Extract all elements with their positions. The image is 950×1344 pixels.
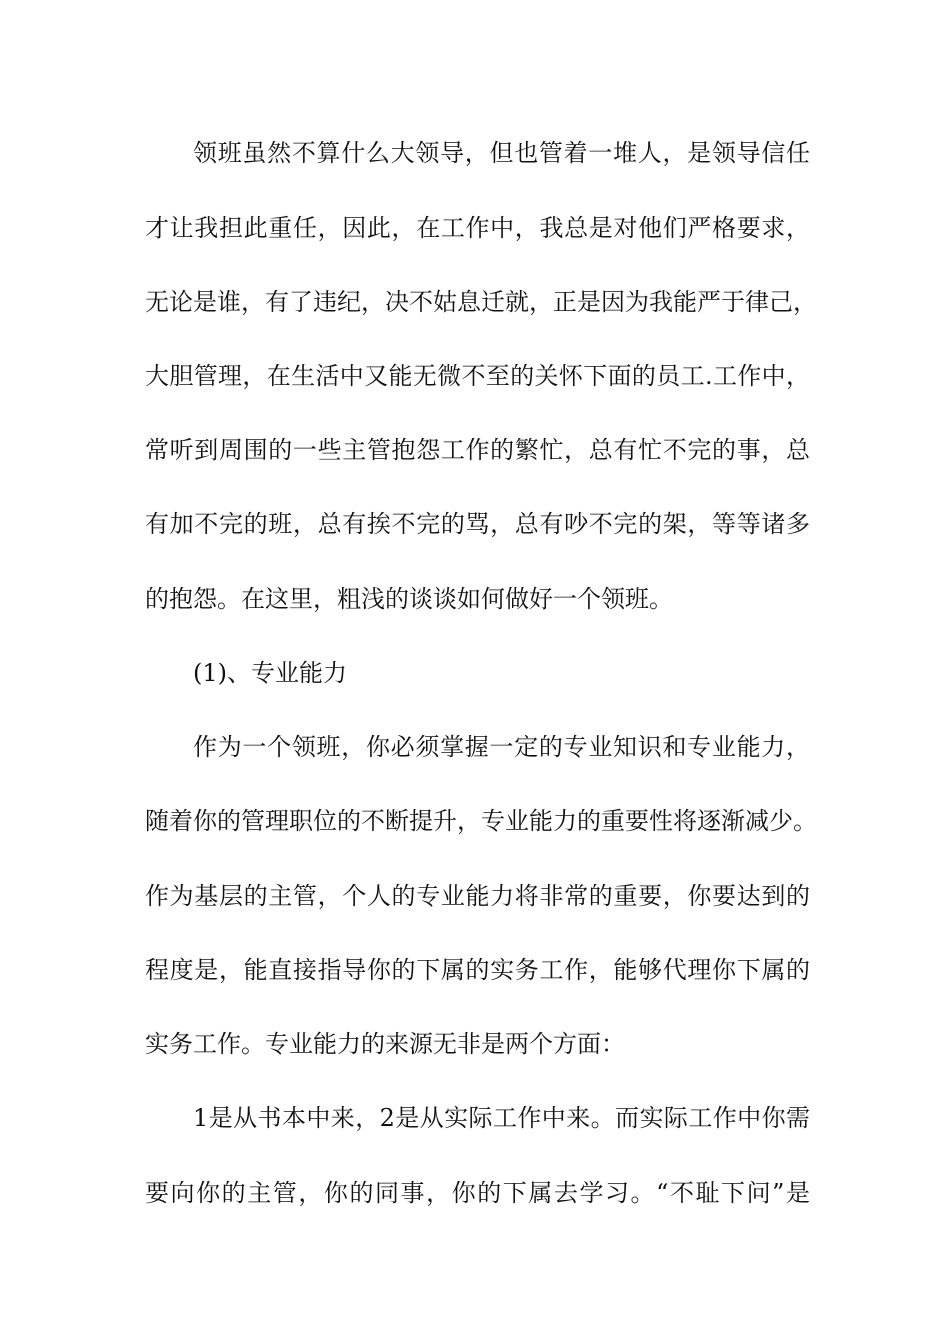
paragraph-line: 无论是谁，有了违纪，决不姑息迁就，正是因为我能严于律己， (145, 288, 817, 316)
paragraph-line: 随着你的管理职位的不断提升，专业能力的重要性将逐渐减少。 (145, 807, 817, 835)
paragraph-line: 作为基层的主管，个人的专业能力将非常的重要，你要达到的 (145, 882, 810, 910)
paragraph-line: 作为一个领班，你必须掌握一定的专业知识和专业能力， (193, 733, 810, 761)
paragraph-line: 常听到周围的一些主管抱怨工作的繁忙，总有忙不完的事，总 (145, 436, 810, 464)
paragraph-line: 1是从书本中来，2是从实际工作中来。而实际工作中你需 (193, 1104, 810, 1132)
section-heading: (1)、专业能力 (193, 659, 347, 687)
paragraph-line: 有加不完的班，总有挨不完的骂，总有吵不完的架，等等诸多 (145, 510, 810, 538)
paragraph-line: 大胆管理，在生活中又能无微不至的关怀下面的员工.工作中， (145, 362, 810, 390)
paragraph-line: 领班虽然不算什么大领导，但也管着一堆人，是领导信任 (193, 139, 810, 167)
paragraph-line: 实务工作。专业能力的来源无非是两个方面： (145, 1030, 625, 1058)
paragraph-line: 的抱怨。在这里，粗浅的谈谈如何做好一个领班。 (145, 585, 673, 613)
paragraph-line: 程度是，能直接指导你的下属的实务工作，能够代理你下属的 (145, 956, 810, 984)
paragraph-line: 要向你的主管，你的同事，你的下属去学习。“不耻下问”是 (145, 1179, 810, 1207)
paragraph-line: 才让我担此重任，因此，在工作中，我总是对他们严格要求， (145, 214, 810, 242)
